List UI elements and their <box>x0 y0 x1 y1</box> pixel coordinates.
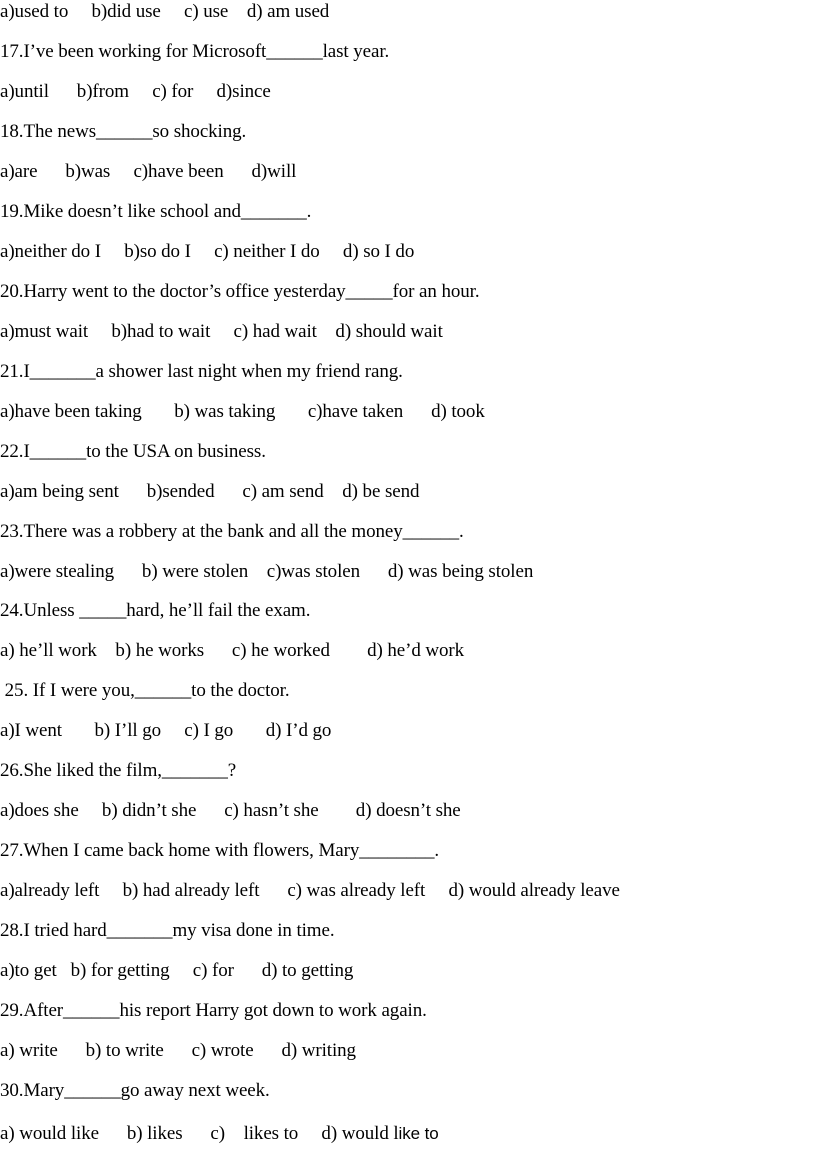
option-line-29: a) write b) to write c) wrote d) writing <box>0 1040 356 1061</box>
option-line-21: a)have been taking b) was taking c)have taken d) took <box>0 401 485 422</box>
option-line-16: a)used to b)did use c) use d) am used <box>0 1 330 22</box>
question-20: 20.Harry went to the doctor’s office yesterday_____for an hour. <box>0 281 480 302</box>
option-line-22: a)am being sent b)sended c) am send d) be send <box>0 481 420 502</box>
question-19: 19.Mike doesn’t like school and_______. <box>0 201 312 222</box>
question-28: 28.I tried hard_______my visa done in time. <box>0 920 335 941</box>
option-line-25: a)I went b) I’ll go c) I go d) I’d go <box>0 720 332 741</box>
option-line-30-text: a) would like b) likes c) likes to d) would l <box>0 1123 399 1144</box>
question-18: 18.The news______so shocking. <box>0 121 247 142</box>
question-21: 21.I_______a shower last night when my friend rang. <box>0 361 403 382</box>
option-line-24: a) he’ll work b) he works c) he worked d) he’d work <box>0 640 465 661</box>
option-line-20: a)must wait b)had to wait c) had wait d) should wait <box>0 321 443 342</box>
option-line-17: a)until b)from c) for d)since <box>0 81 271 102</box>
question-27: 27.When I came back home with flowers, Mary________. <box>0 840 440 861</box>
option-line-27: a)already left b) had already left c) was already left d) would already leave <box>0 880 620 901</box>
option-line-30-tail: ike to <box>398 1124 439 1143</box>
option-line-28: a)to get b) for getting c) for d) to getting <box>0 960 354 981</box>
option-line-19: a)neither do I b)so do I c) neither I do d) so I do <box>0 241 415 262</box>
question-22: 22.I______to the USA on business. <box>0 441 266 462</box>
option-line-26: a)does she b) didn’t she c) hasn’t she d) doesn’t she <box>0 800 461 821</box>
question-30: 30.Mary______go away next week. <box>0 1080 270 1101</box>
option-line-23: a)were stealing b) were stolen c)was stolen d) was being stolen <box>0 561 534 582</box>
question-17: 17.I’ve been working for Microsoft______last year. <box>0 41 390 62</box>
option-line-18: a)are b)was c)have been d)will <box>0 161 297 182</box>
question-26: 26.She liked the film,_______? <box>0 760 237 781</box>
question-25: 25. If I were you,______to the doctor. <box>0 680 290 701</box>
question-24: 24.Unless _____hard, he’ll fail the exam. <box>0 600 311 621</box>
question-23: 23.There was a robbery at the bank and all the money______. <box>0 521 464 542</box>
option-line-30 <box>0 1122 439 1146</box>
question-29: 29.After______his report Harry got down to work again. <box>0 1000 427 1021</box>
